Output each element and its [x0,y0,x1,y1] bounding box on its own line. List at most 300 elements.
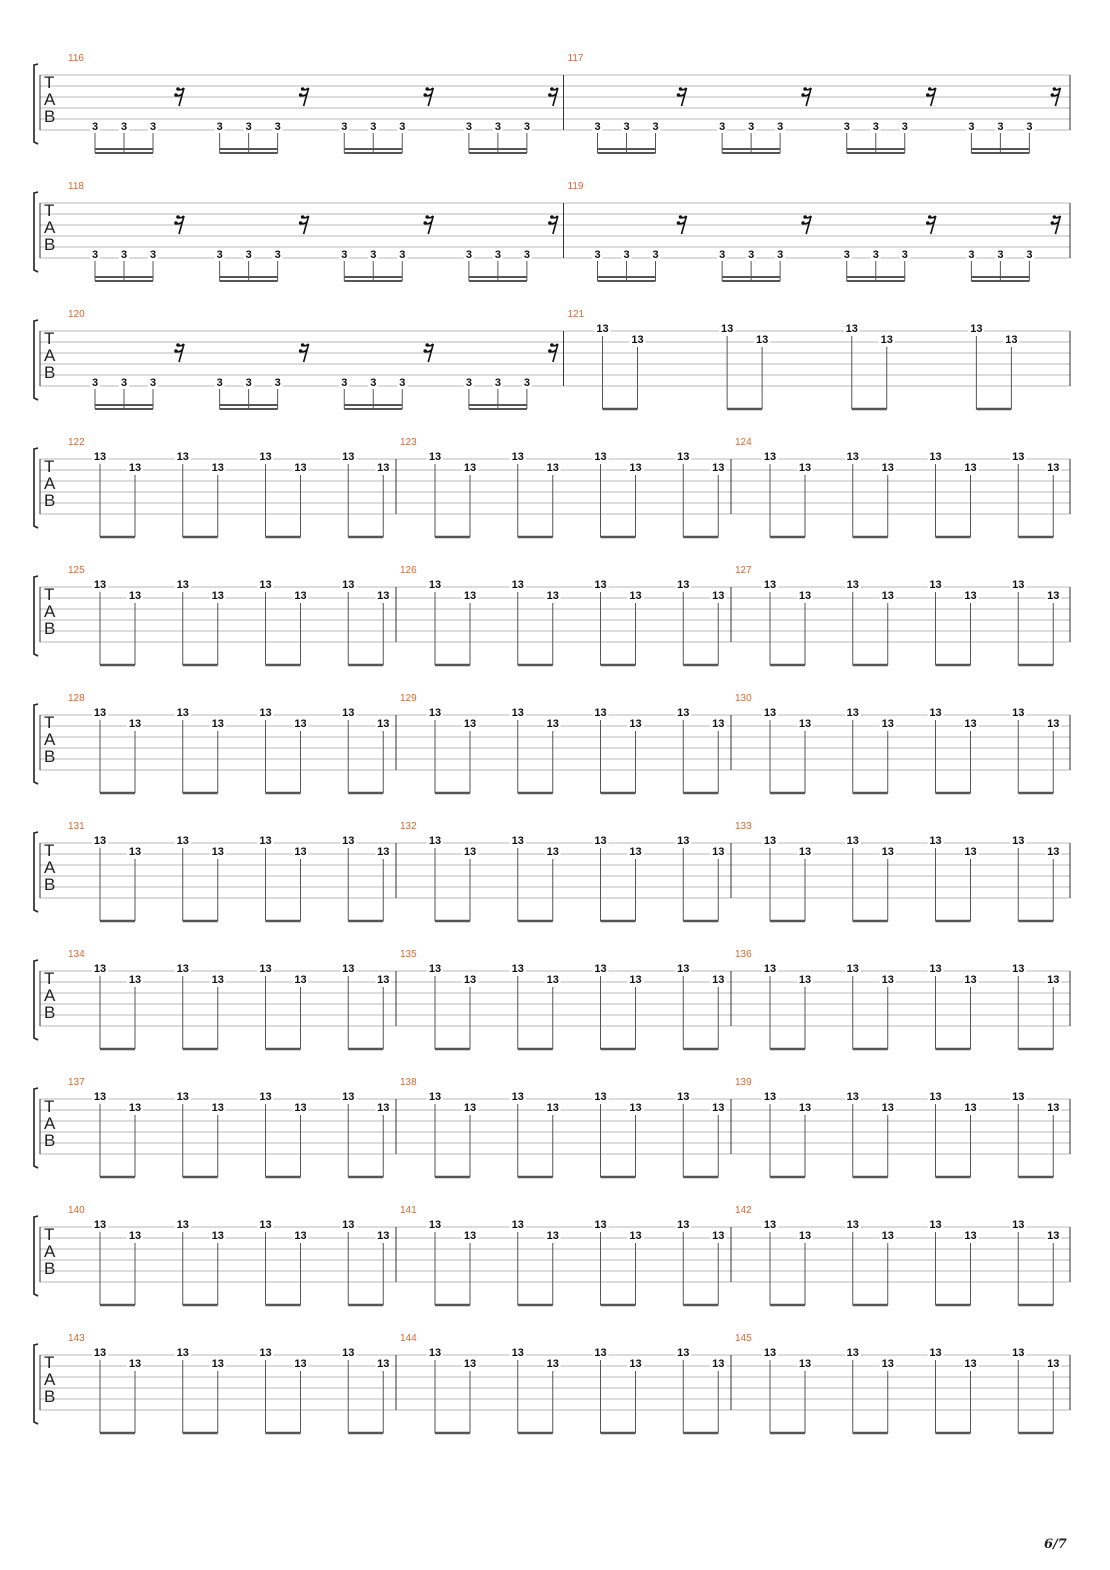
fret-number: 13 [259,707,272,719]
fret-number: 3 [997,121,1004,133]
fret-number: 3 [274,249,281,261]
fret-number: 13 [677,963,690,975]
fret-number: 13 [511,451,524,463]
fret-number: 13 [1047,718,1060,730]
staff-system [34,309,1070,409]
measure-number: 141 [400,1205,417,1216]
fret-number: 13 [1012,579,1025,591]
staff-system [34,437,1070,537]
fret-number: 13 [1012,835,1025,847]
fret-number: 3 [216,121,223,133]
measure [396,821,726,921]
fret-number: 13 [428,1091,442,1103]
fret-number: 13 [93,579,107,591]
fret-number: 13 [93,1347,107,1359]
measure [396,565,726,665]
fret-number: 13 [259,451,272,463]
measure-number: 125 [68,565,85,576]
measure [564,309,1020,409]
fret-number: 13 [342,835,355,847]
fret-number: 13 [798,1358,812,1370]
fret-number: 13 [845,323,858,335]
measure-number: 116 [68,53,84,64]
fret-number: 13 [712,1230,725,1242]
fret-number: 13 [846,451,859,463]
measure-number: 124 [735,437,752,448]
fret-number: 13 [712,1102,725,1114]
fret-number: 3 [494,121,501,133]
measure-number: 127 [735,565,752,576]
fret-number: 13 [763,707,777,719]
fret-number: 13 [798,1230,812,1242]
fret-number: 13 [1012,963,1025,975]
fret-number: 13 [377,1230,390,1242]
fret-number: 13 [881,718,894,730]
fret-number: 3 [399,121,406,133]
fret-number: 13 [377,1358,390,1370]
fret-number: 3 [216,249,223,261]
fret-number: 3 [216,377,223,389]
tab-clef-letter: T [44,329,55,348]
measure [731,949,1061,1049]
measure-number: 145 [735,1333,752,1344]
tab-clef-letter: A [44,1370,56,1389]
tab-clef-letter: T [44,201,55,220]
measure-number: 119 [567,181,584,192]
measure-number: 143 [68,1333,85,1344]
measure-number: 121 [567,309,585,320]
fret-number: 3 [149,121,157,133]
fret-number: 13 [93,451,107,463]
fret-number: 3 [777,249,784,261]
fret-number: 13 [463,462,477,474]
fret-number: 3 [748,121,755,133]
fret-number: 13 [342,1091,355,1103]
tab-clef-letter: T [44,1225,55,1244]
fret-number: 13 [763,835,777,847]
fret-number: 13 [929,963,942,975]
measure-number: 126 [400,565,417,576]
tab-clef-letter: B [44,1131,56,1150]
fret-number: 13 [511,1347,524,1359]
tab-clef-letter: A [44,1114,56,1133]
fret-number: 13 [259,1091,272,1103]
fret-number: 13 [964,846,977,858]
fret-number: 13 [964,1102,977,1114]
fret-number: 13 [677,451,690,463]
fret-number: 13 [712,1358,725,1370]
fret-number: 13 [881,1230,894,1242]
measure [731,1205,1061,1305]
fret-number: 13 [677,835,690,847]
fret-number: 13 [763,1347,777,1359]
fret-number: 3 [523,121,530,133]
measure [731,437,1061,537]
fret-number: 3 [594,249,601,261]
fret-number: 3 [523,249,530,261]
fret-number: 13 [463,974,477,986]
fret-number: 3 [370,249,377,261]
measure [396,1077,726,1177]
fret-number: 13 [211,718,224,730]
measure [396,693,726,793]
fret-number: 13 [377,462,390,474]
measure-number: 133 [735,821,752,832]
fret-number: 13 [677,1347,690,1359]
fret-number: 13 [1047,1230,1060,1242]
fret-number: 13 [176,835,189,847]
staff-system [34,1077,1070,1177]
fret-number: 3 [120,377,128,389]
fret-number: 13 [721,323,734,335]
fret-number: 3 [91,377,99,389]
fret-number: 13 [846,963,859,975]
fret-number: 13 [211,462,224,474]
tab-clef-letter: B [44,747,56,766]
fret-number: 3 [494,249,501,261]
fret-number: 13 [763,451,777,463]
fret-number: 13 [128,590,142,602]
fret-number: 13 [880,334,893,346]
fret-number: 13 [294,462,307,474]
tab-clef-letter: T [44,585,55,604]
measure-number: 130 [735,693,752,704]
fret-number: 3 [274,121,281,133]
fret-number: 13 [511,707,524,719]
fret-number: 13 [929,451,942,463]
fret-number: 13 [1047,1102,1060,1114]
fret-number: 13 [176,1347,189,1359]
fret-number: 13 [294,846,307,858]
fret-number: 13 [964,590,977,602]
measure [731,1077,1061,1177]
fret-number: 13 [342,963,355,975]
fret-number: 13 [342,1219,355,1231]
measure-number: 137 [68,1077,85,1088]
fret-number: 13 [546,846,559,858]
tab-clef-letter: T [44,1097,55,1116]
fret-number: 13 [881,846,894,858]
fret-number: 13 [846,579,859,591]
fret-number: 13 [798,1102,812,1114]
fret-number: 13 [629,590,642,602]
fret-number: 3 [652,121,659,133]
fret-number: 13 [1012,707,1025,719]
fret-number: 13 [176,579,189,591]
fret-number: 13 [712,462,725,474]
measure [68,53,558,153]
system-bracket [34,1216,38,1296]
fret-number: 13 [463,846,477,858]
fret-number: 3 [120,121,128,133]
measure [68,1333,391,1433]
measure [731,1333,1061,1433]
fret-number: 13 [546,974,559,986]
fret-number: 3 [623,249,630,261]
fret-number: 13 [259,579,272,591]
fret-number: 13 [929,835,942,847]
fret-number: 13 [964,462,977,474]
system-bracket [34,320,38,400]
measure-number: 117 [567,53,584,64]
fret-number: 13 [294,718,307,730]
tab-clef-letter: B [44,619,56,638]
tab-clef-letter: A [44,218,56,237]
fret-number: 13 [176,707,189,719]
fret-number: 3 [274,377,281,389]
fret-number: 3 [523,377,530,389]
measure-number: 138 [400,1077,417,1088]
fret-number: 13 [428,835,442,847]
measure-number: 131 [68,821,85,832]
fret-number: 13 [428,451,442,463]
fret-number: 13 [594,835,607,847]
fret-number: 13 [677,707,690,719]
fret-number: 13 [511,1219,524,1231]
fret-number: 13 [546,1358,559,1370]
fret-number: 3 [494,377,501,389]
fret-number: 3 [370,377,377,389]
fret-number: 13 [964,1358,977,1370]
measure-number: 144 [400,1333,417,1344]
fret-number: 13 [763,1091,777,1103]
fret-number: 3 [341,121,348,133]
fret-number: 13 [594,1091,607,1103]
fret-number: 13 [546,1102,559,1114]
fret-number: 13 [211,1102,224,1114]
fret-number: 13 [294,974,307,986]
fret-number: 3 [719,121,726,133]
fret-number: 13 [629,974,642,986]
fret-number: 13 [629,462,642,474]
measure [68,565,391,665]
fret-number: 3 [341,377,348,389]
fret-number: 13 [594,963,607,975]
fret-number: 13 [929,1219,942,1231]
fret-number: 13 [511,963,524,975]
tab-clef-letter: A [44,1242,56,1261]
measure-number: 136 [735,949,752,960]
tab-clef-letter: B [44,1259,56,1278]
measure-number: 134 [68,949,85,960]
fret-number: 13 [93,707,107,719]
fret-number: 13 [629,718,642,730]
fret-number: 13 [93,1091,107,1103]
fret-number: 13 [211,974,224,986]
fret-number: 13 [1012,1091,1025,1103]
tab-clef-letter: T [44,457,55,476]
measure-number: 135 [400,949,417,960]
fret-number: 13 [964,1230,977,1242]
fret-number: 13 [259,835,272,847]
measure-number: 123 [400,437,417,448]
fret-number: 13 [677,579,690,591]
fret-number: 3 [843,249,850,261]
fret-number: 3 [399,249,406,261]
tab-clef-letter: B [44,235,56,254]
measure-number: 132 [400,821,417,832]
fret-number: 13 [511,1091,524,1103]
fret-number: 3 [1026,249,1033,261]
fret-number: 13 [594,707,607,719]
fret-number: 13 [712,590,725,602]
measure [731,565,1061,665]
fret-number: 3 [465,249,472,261]
tab-clef-letter: B [44,491,56,510]
staff-system [34,565,1070,665]
fret-number: 13 [546,462,559,474]
measure [731,821,1061,921]
fret-number: 13 [463,1102,477,1114]
fret-number: 13 [846,835,859,847]
tab-clef-letter: B [44,363,56,382]
fret-number: 3 [652,249,659,261]
fret-number: 13 [211,846,224,858]
fret-number: 13 [712,846,725,858]
tab-clef-letter: T [44,1353,55,1372]
measure-number: 142 [735,1205,752,1216]
measure [564,181,1061,281]
system-bracket [34,832,38,912]
fret-number: 13 [342,1347,355,1359]
fret-number: 3 [1026,121,1033,133]
fret-number: 13 [846,707,859,719]
fret-number: 3 [594,121,601,133]
fret-number: 13 [511,579,524,591]
fret-number: 3 [149,249,157,261]
fret-number: 13 [211,1230,224,1242]
fret-number: 3 [843,121,850,133]
measure-number: 140 [68,1205,85,1216]
fret-number: 13 [176,963,189,975]
fret-number: 13 [342,707,355,719]
tab-clef-letter: B [44,1003,56,1022]
system-bracket [34,64,38,144]
fret-number: 13 [1047,974,1060,986]
fret-number: 13 [428,579,442,591]
fret-number: 13 [964,974,977,986]
measure [396,1333,726,1433]
measure [68,949,391,1049]
measure-number: 122 [68,437,85,448]
measure [731,693,1061,793]
fret-number: 13 [881,590,894,602]
tab-clef-letter: A [44,858,56,877]
fret-number: 13 [211,1358,224,1370]
fret-number: 13 [846,1347,859,1359]
fret-number: 3 [968,121,975,133]
staff-system [34,181,1070,281]
fret-number: 3 [777,121,784,133]
fret-number: 13 [377,718,390,730]
measure [68,181,558,281]
measure-number: 139 [735,1077,752,1088]
fret-number: 13 [428,707,442,719]
tab-clef-letter: B [44,875,56,894]
fret-number: 13 [798,718,812,730]
fret-number: 13 [176,1091,189,1103]
fret-number: 3 [901,121,908,133]
fret-number: 13 [594,451,607,463]
fret-number: 3 [245,121,252,133]
fret-number: 13 [929,1091,942,1103]
measure [68,309,558,409]
fret-number: 13 [463,718,477,730]
fret-number: 13 [629,846,642,858]
system-bracket [34,448,38,528]
fret-number: 13 [970,323,983,335]
fret-number: 13 [1012,1347,1025,1359]
page-number: 6/7 [1044,1537,1067,1552]
fret-number: 13 [377,846,390,858]
staff-system [34,693,1070,793]
fret-number: 13 [259,963,272,975]
fret-number: 13 [294,1102,307,1114]
fret-number: 13 [594,1219,607,1231]
fret-number: 3 [120,249,128,261]
fret-number: 3 [341,249,348,261]
fret-number: 13 [93,835,107,847]
fret-number: 3 [245,377,252,389]
fret-number: 13 [929,579,942,591]
measure [68,821,391,921]
measure [68,437,391,537]
tab-clef-letter: T [44,73,55,92]
fret-number: 3 [149,377,157,389]
fret-number: 3 [465,377,472,389]
fret-number: 13 [128,1358,142,1370]
fret-number: 13 [1047,1358,1060,1370]
fret-number: 13 [1012,451,1025,463]
fret-number: 13 [463,1230,477,1242]
fret-number: 13 [1012,1219,1025,1231]
fret-number: 13 [763,579,777,591]
fret-number: 3 [997,249,1004,261]
fret-number: 13 [798,846,812,858]
fret-number: 13 [546,718,559,730]
tab-clef-letter: A [44,90,56,109]
fret-number: 13 [712,974,725,986]
fret-number: 13 [798,462,812,474]
fret-number: 13 [377,1102,390,1114]
fret-number: 13 [1047,590,1060,602]
fret-number: 13 [798,590,812,602]
fret-number: 3 [872,121,879,133]
measure-number: 118 [68,181,84,192]
fret-number: 13 [342,451,355,463]
fret-number: 3 [719,249,726,261]
fret-number: 3 [872,249,879,261]
fret-number: 13 [211,590,224,602]
tab-clef-letter: A [44,730,56,749]
fret-number: 13 [677,1219,690,1231]
fret-number: 13 [463,1358,477,1370]
fret-number: 13 [128,718,142,730]
fret-number: 13 [964,718,977,730]
fret-number: 13 [128,974,142,986]
fret-number: 13 [128,462,142,474]
staff-system [34,1205,1070,1305]
fret-number: 3 [370,121,377,133]
measure [68,1077,391,1177]
fret-number: 13 [846,1091,859,1103]
fret-number: 3 [748,249,755,261]
staff-system [34,1333,1070,1433]
fret-number: 3 [465,121,472,133]
measure [68,693,391,793]
fret-number: 13 [128,846,142,858]
fret-number: 13 [294,1230,307,1242]
